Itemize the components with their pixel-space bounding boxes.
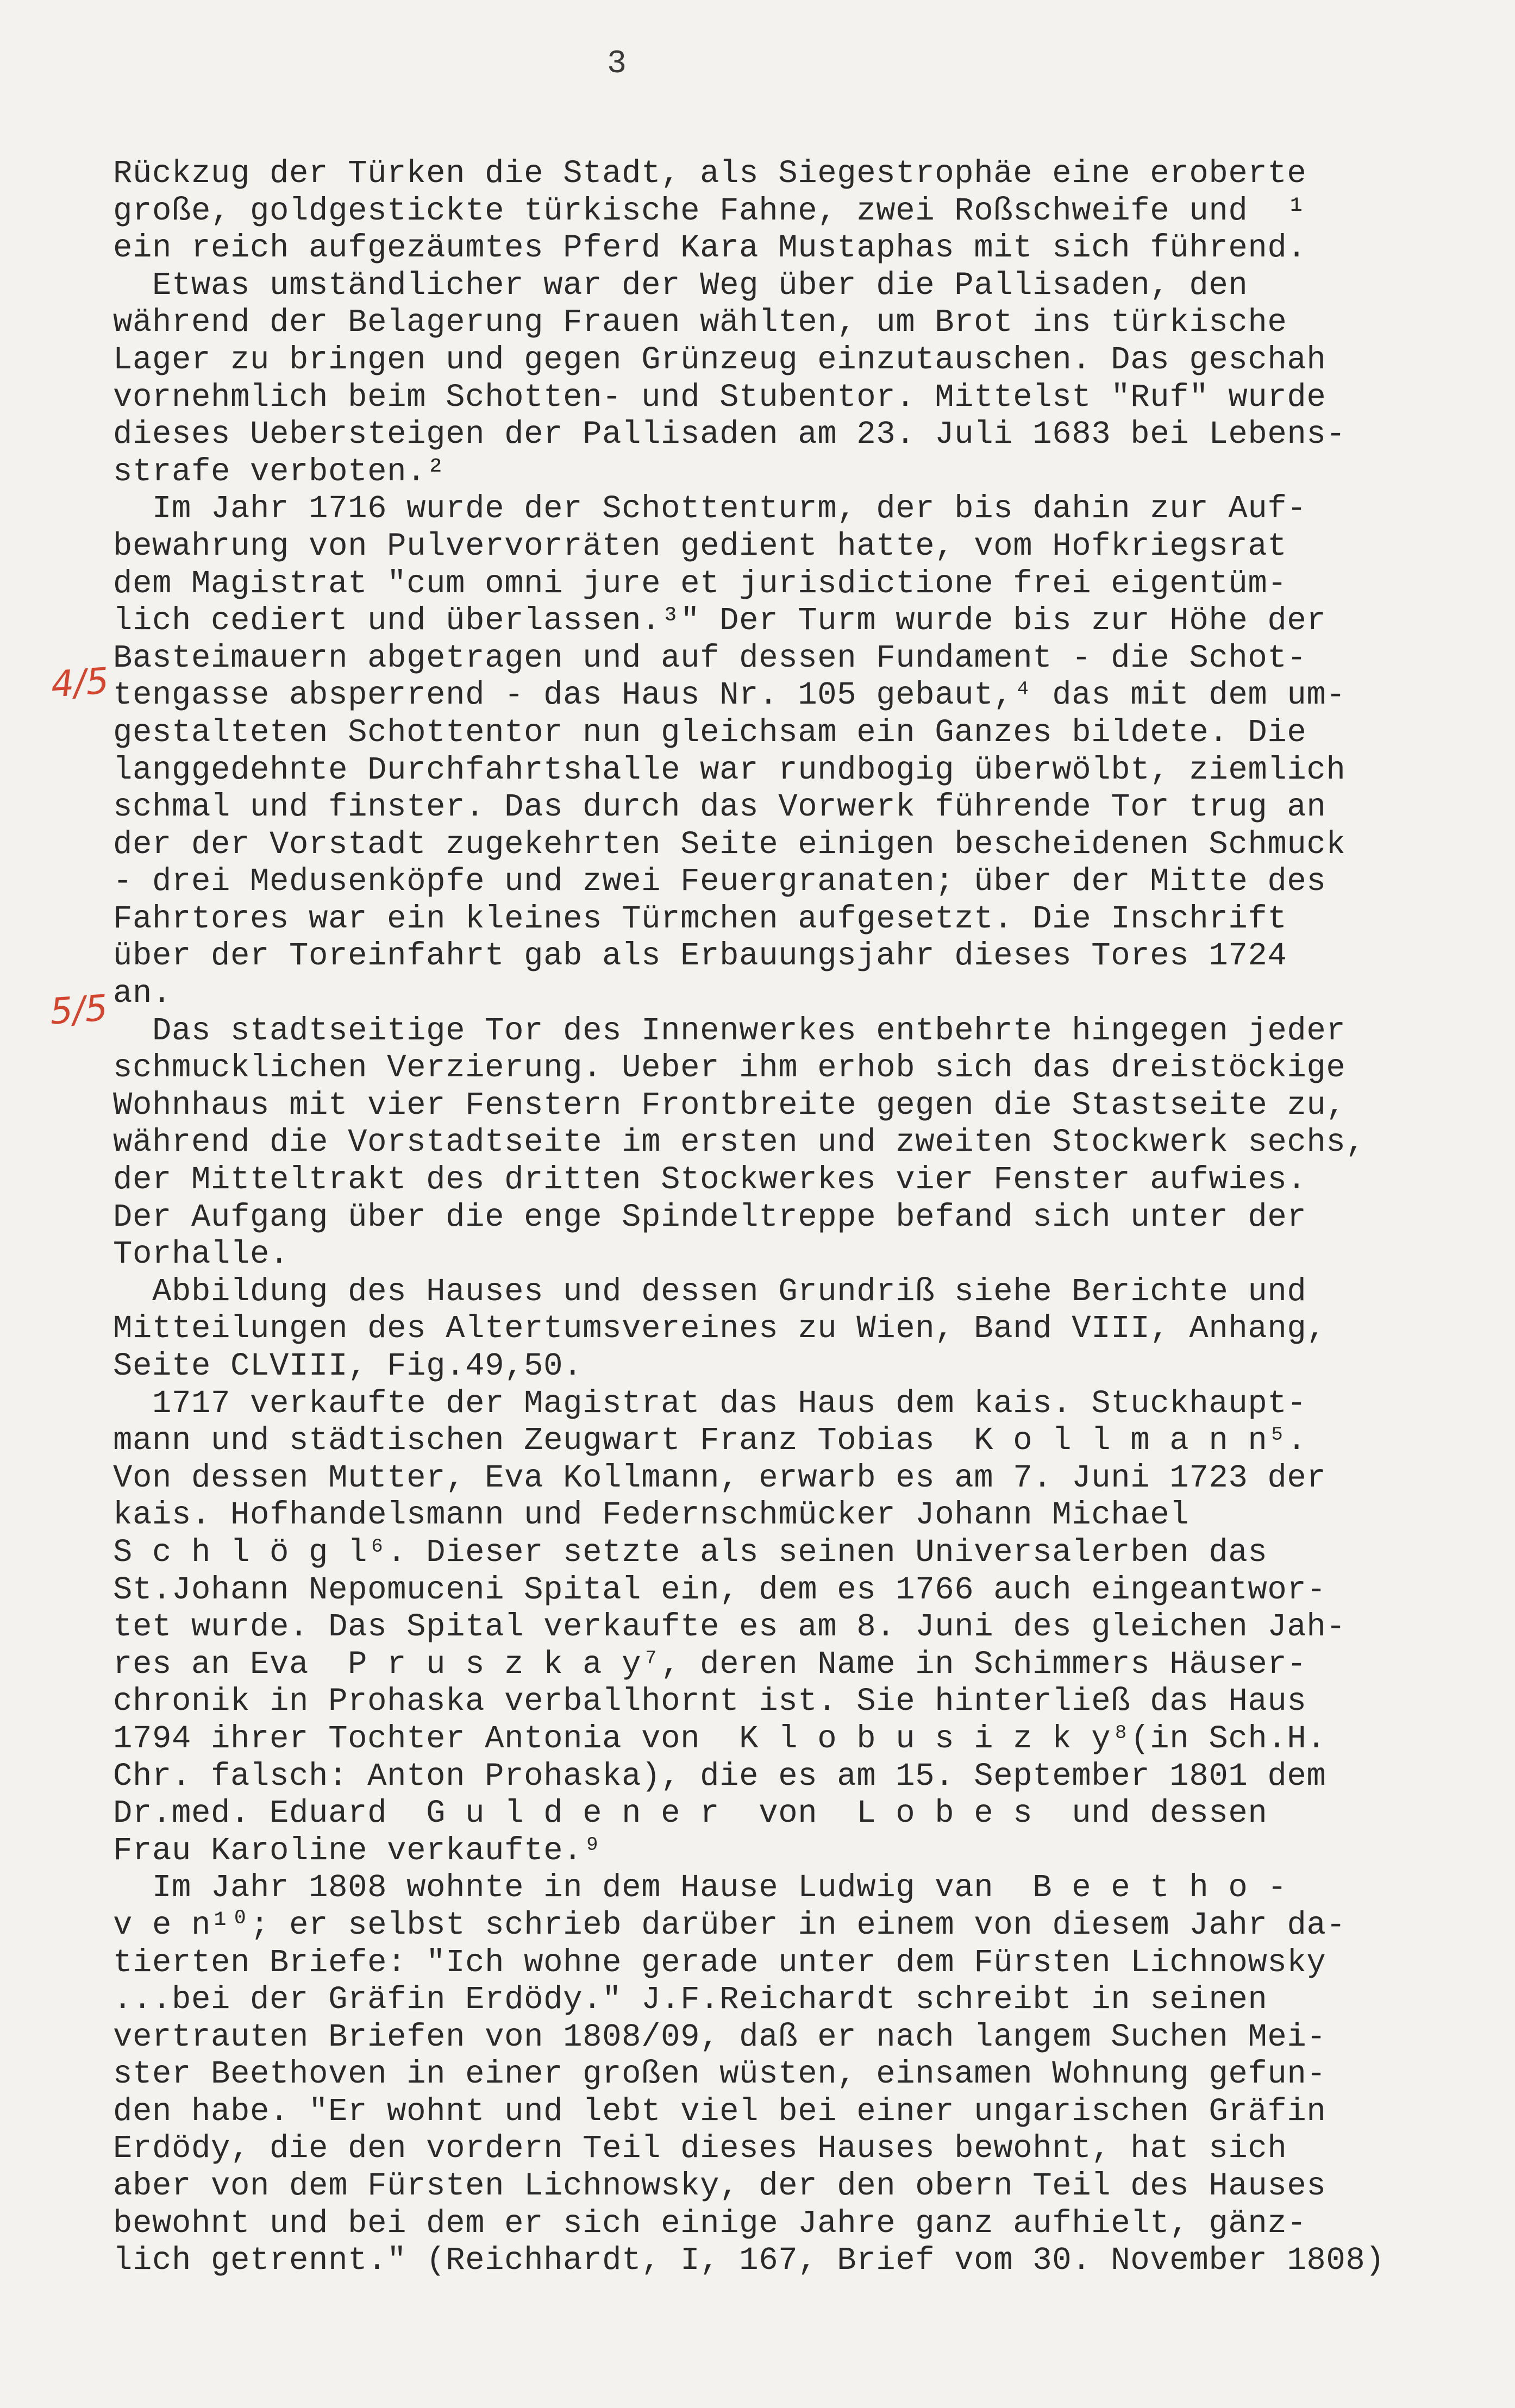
text-line: der Mitteltrakt des dritten Stockwerkes vier Fenster aufwies. xyxy=(113,1162,1307,1199)
page-number: 3 xyxy=(607,46,627,83)
margin-note: 5/5 xyxy=(48,987,109,1033)
text-line: Der Aufgang über die enge Spindeltreppe befand sich unter der xyxy=(113,1199,1307,1236)
text-line: S c h l ö g l⁶. Dieser setzte als seinen Universalerben das xyxy=(113,1534,1268,1571)
text-line: große, goldgestickte türkische Fahne, zwei Roßschweife und ¹ xyxy=(113,192,1307,229)
text-line: - drei Medusenköpfe und zwei Feuergranaten; über der Mitte des xyxy=(113,863,1326,900)
text-line: res an Eva P r u s z k a y⁷, deren Name in Schimmers Häuser- xyxy=(113,1646,1307,1683)
text-line: strafe verboten.² xyxy=(113,453,446,490)
text-line: bewohnt und bei dem er sich einige Jahre ganz aufhielt, gänz- xyxy=(113,2205,1307,2242)
text-line: St.Johann Nepomuceni Spital ein, dem es 1766 auch eingeantwor- xyxy=(113,1571,1326,1608)
text-line: Von dessen Mutter, Eva Kollmann, erwarb es am 7. Juni 1723 der xyxy=(113,1459,1326,1496)
text-line: tet wurde. Das Spital verkaufte es am 8. Juni des gleichen Jah- xyxy=(113,1609,1346,1646)
text-line: Etwas umständlicher war der Weg über die Pallisaden, den xyxy=(113,267,1248,304)
text-line: ein reich aufgezäumtes Pferd Kara Mustaphas mit sich führend. xyxy=(113,230,1307,267)
text-line: bewahrung von Pulvervorräten gedient hatte, vom Hofkriegsrat xyxy=(113,528,1287,565)
text-line: gestalteten Schottentor nun gleichsam ein Ganzes bildete. Die xyxy=(113,714,1307,751)
margin-note: 4/5 xyxy=(49,660,110,706)
text-line: kais. Hofhandelsmann und Federnschmücker Johann Michael xyxy=(113,1497,1190,1534)
typescript-body xyxy=(113,155,1504,2280)
text-line: dieses Uebersteigen der Pallisaden am 23. Juli 1683 bei Lebens- xyxy=(113,416,1346,453)
text-line: ...bei der Gräfin Erdödy." J.F.Reichardt schreibt in seinen xyxy=(113,1981,1268,2018)
text-line: Seite CLVIII, Fig.49,50. xyxy=(113,1348,583,1384)
text-line: Im Jahr 1808 wohnte in dem Hause Ludwig van B e e t h o - xyxy=(113,1870,1287,1907)
text-line: dem Magistrat "cum omni jure et jurisdictione frei eigentüm- xyxy=(113,565,1287,602)
text-line: schmal und finster. Das durch das Vorwerk führende Tor trug an xyxy=(113,789,1326,826)
text-line: Abbildung des Hauses und dessen Grundriß siehe Berichte und xyxy=(113,1273,1307,1310)
text-line: über der Toreinfahrt gab als Erbauungsjahr dieses Tores 1724 xyxy=(113,938,1287,975)
text-line: tierten Briefe: "Ich wohne gerade unter dem Fürsten Lichnowsky xyxy=(113,1944,1326,1981)
text-line: Das stadtseitige Tor des Innenwerkes entbehrte hingegen jeder xyxy=(113,1012,1346,1049)
text-line: mann und städtischen Zeugwart Franz Tobias K o l l m a n n⁵. xyxy=(113,1422,1307,1459)
text-line: v e n¹⁰; er selbst schrieb darüber in einem von diesem Jahr da- xyxy=(113,1907,1346,1943)
text-line: der der Vorstadt zugekehrten Seite einigen bescheidenen Schmuck xyxy=(113,826,1346,863)
text-line: aber von dem Fürsten Lichnowsky, der den obern Teil des Hauses xyxy=(113,2168,1326,2205)
text-line: an. xyxy=(113,975,172,1012)
text-line: lich cediert und überlassen.³" Der Turm wurde bis zur Höhe der xyxy=(113,603,1326,639)
text-line: Dr.med. Eduard G u l d e n e r von L o b e s und dessen xyxy=(113,1795,1268,1832)
text-line: 1717 verkaufte der Magistrat das Haus dem kais. Stuckhaupt- xyxy=(113,1385,1307,1422)
text-line: Chr. falsch: Anton Prohaska), die es am 15. September 1801 dem xyxy=(113,1758,1326,1795)
text-line: schmucklichen Verzierung. Ueber ihm erhob sich das dreistöckige xyxy=(113,1050,1346,1087)
text-line: Frau Karoline verkaufte.⁹ xyxy=(113,1832,603,1869)
text-line: ster Beethoven in einer großen wüsten, einsamen Wohnung gefun- xyxy=(113,2056,1326,2093)
text-line: Wohnhaus mit vier Fenstern Frontbreite gegen die Stastseite zu, xyxy=(113,1087,1346,1124)
text-line: Lager zu bringen und gegen Grünzeug einzutauschen. Das geschah xyxy=(113,341,1326,378)
text-line: Torhalle. xyxy=(113,1236,290,1273)
text-line: langgedehnte Durchfahrtshalle war rundbogig überwölbt, ziemlich xyxy=(113,751,1346,788)
text-line: 1794 ihrer Tochter Antonia von K l o b u s i z k y⁸(in Sch.H. xyxy=(113,1720,1326,1757)
text-line: Rückzug der Türken die Stadt, als Siegestrophäe eine eroberte xyxy=(113,155,1307,192)
text-line: tengasse absperrend - das Haus Nr. 105 gebaut,⁴ das mit dem um- xyxy=(113,677,1346,714)
text-line: Basteimauern abgetragen und auf dessen Fundament - die Schot- xyxy=(113,639,1307,676)
text-line: vornehmlich beim Schotten- und Stubentor. Mittelst "Ruf" wurde xyxy=(113,379,1326,416)
text-line: chronik in Prohaska verballhornt ist. Sie hinterließ das Haus xyxy=(113,1683,1307,1720)
text-line: lich getrennt." (Reichhardt, I, 167, Brief vom 30. November 1808) xyxy=(113,2242,1385,2279)
text-line: den habe. "Er wohnt und lebt viel bei einer ungarischen Gräfin xyxy=(113,2093,1326,2130)
text-line: Erdödy, die den vordern Teil dieses Hauses bewohnt, hat sich xyxy=(113,2130,1287,2167)
text-line: vertrauten Briefen von 1808/09, daß er nach langem Suchen Mei- xyxy=(113,2018,1326,2055)
text-line: Mitteilungen des Altertumsvereines zu Wien, Band VIII, Anhang, xyxy=(113,1310,1326,1347)
text-line: Fahrtores war ein kleines Türmchen aufgesetzt. Die Inschrift xyxy=(113,900,1287,937)
text-line: während der Belagerung Frauen wählten, um Brot ins türkische xyxy=(113,304,1287,341)
text-line: während die Vorstadtseite im ersten und zweiten Stockwerk sechs, xyxy=(113,1124,1366,1161)
text-line: Im Jahr 1716 wurde der Schottenturm, der bis dahin zur Auf- xyxy=(113,491,1307,528)
